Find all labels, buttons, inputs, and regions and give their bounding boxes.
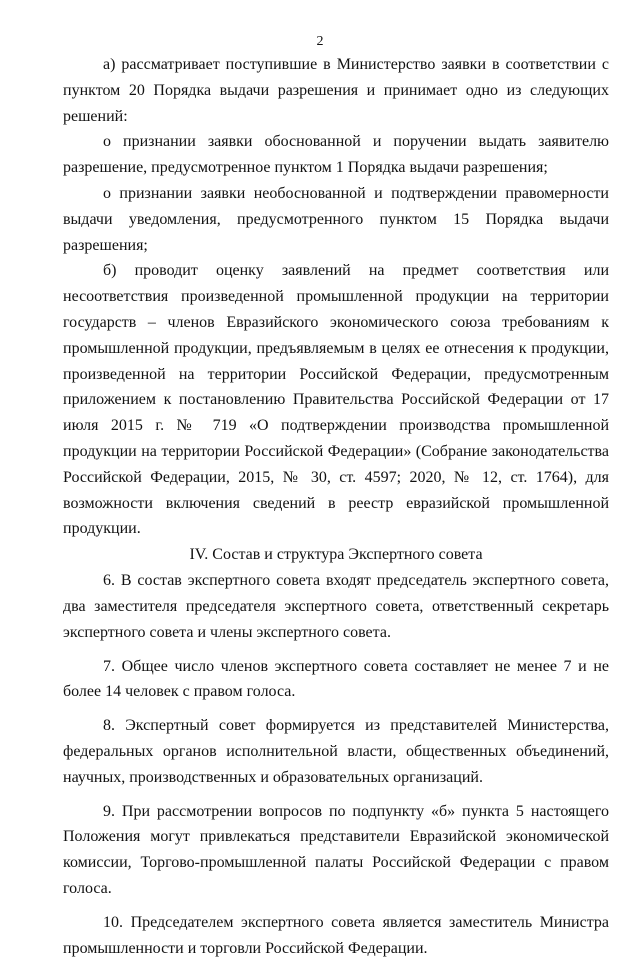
paragraph-a-option-1: о признании заявки обоснованной и поручении выдать заявителю разрешение, предусмотренное пунктом 1 Порядка выдачи разрешения; [63, 133, 609, 177]
paragraph-9: 9. При рассмотрении вопросов по подпункту «б» пункта 5 настоящего Положения могут привлекаться представители Евразийской экономической комиссии, Торгово-промышленной палаты Российской Федерации с правом голоса. [63, 802, 609, 897]
paragraph-6: 6. В состав экспертного совета входят председатель экспертного совета, два заместителя председателя экспертного совета, ответственный секретарь экспертного совета и члены экспертного совета. [63, 572, 609, 641]
spacer [63, 705, 609, 713]
spacer [63, 646, 609, 654]
page-number: 2 [316, 34, 324, 49]
document-body [63, 52, 609, 961]
paragraph-7: 7. Общее число членов экспертного совета составляет не менее 7 и не более 14 человек с правом голоса. [63, 657, 609, 701]
section-heading: IV. Состав и структура Экспертного совета [189, 546, 483, 564]
paragraph-b: б) проводит оценку заявлений на предмет соответствия или несоответствия произведенной промышленной продукции на территории государств – членов Евразийского экономического союза требованиям к промышленной продукции, предъявляемым в целях ее отнесения к продукции, произведенной на территории Российской Федерации, предусмотренным приложением к постановлению Правительства Российской Федерации от 17 июля 2015 г. № 719 «О подтверждении производства промышленной продукции на территории Российской Федерации» (Собрание законодательства Российской Федерации, 2015, № 30, ст. 4597; 2020, № 12, ст. 1764), для возможности включения сведений в реестр евразийской промышленной продукции. [63, 262, 609, 538]
spacer [63, 902, 609, 910]
spacer [63, 791, 609, 799]
paragraph-10: 10. Председателем экспертного совета является заместитель Министра промышленности и торговли Российской Федерации. [63, 913, 609, 957]
paragraph-8: 8. Экспертный совет формируется из представителей Министерства, федеральных органов исполнительной власти, общественных объединений, научных, производственных и образовательных организаций. [63, 717, 609, 786]
paragraph-a: а) рассматривает поступившие в Министерство заявки в соответствии с пунктом 20 Порядка выдачи разрешения и принимает одно из следующих решений: [63, 56, 609, 125]
paragraph-a-option-2: о признании заявки необоснованной и подтверждении правомерности выдачи уведомления, предусмотренного пунктом 15 Порядка выдачи разрешения; [63, 184, 609, 254]
